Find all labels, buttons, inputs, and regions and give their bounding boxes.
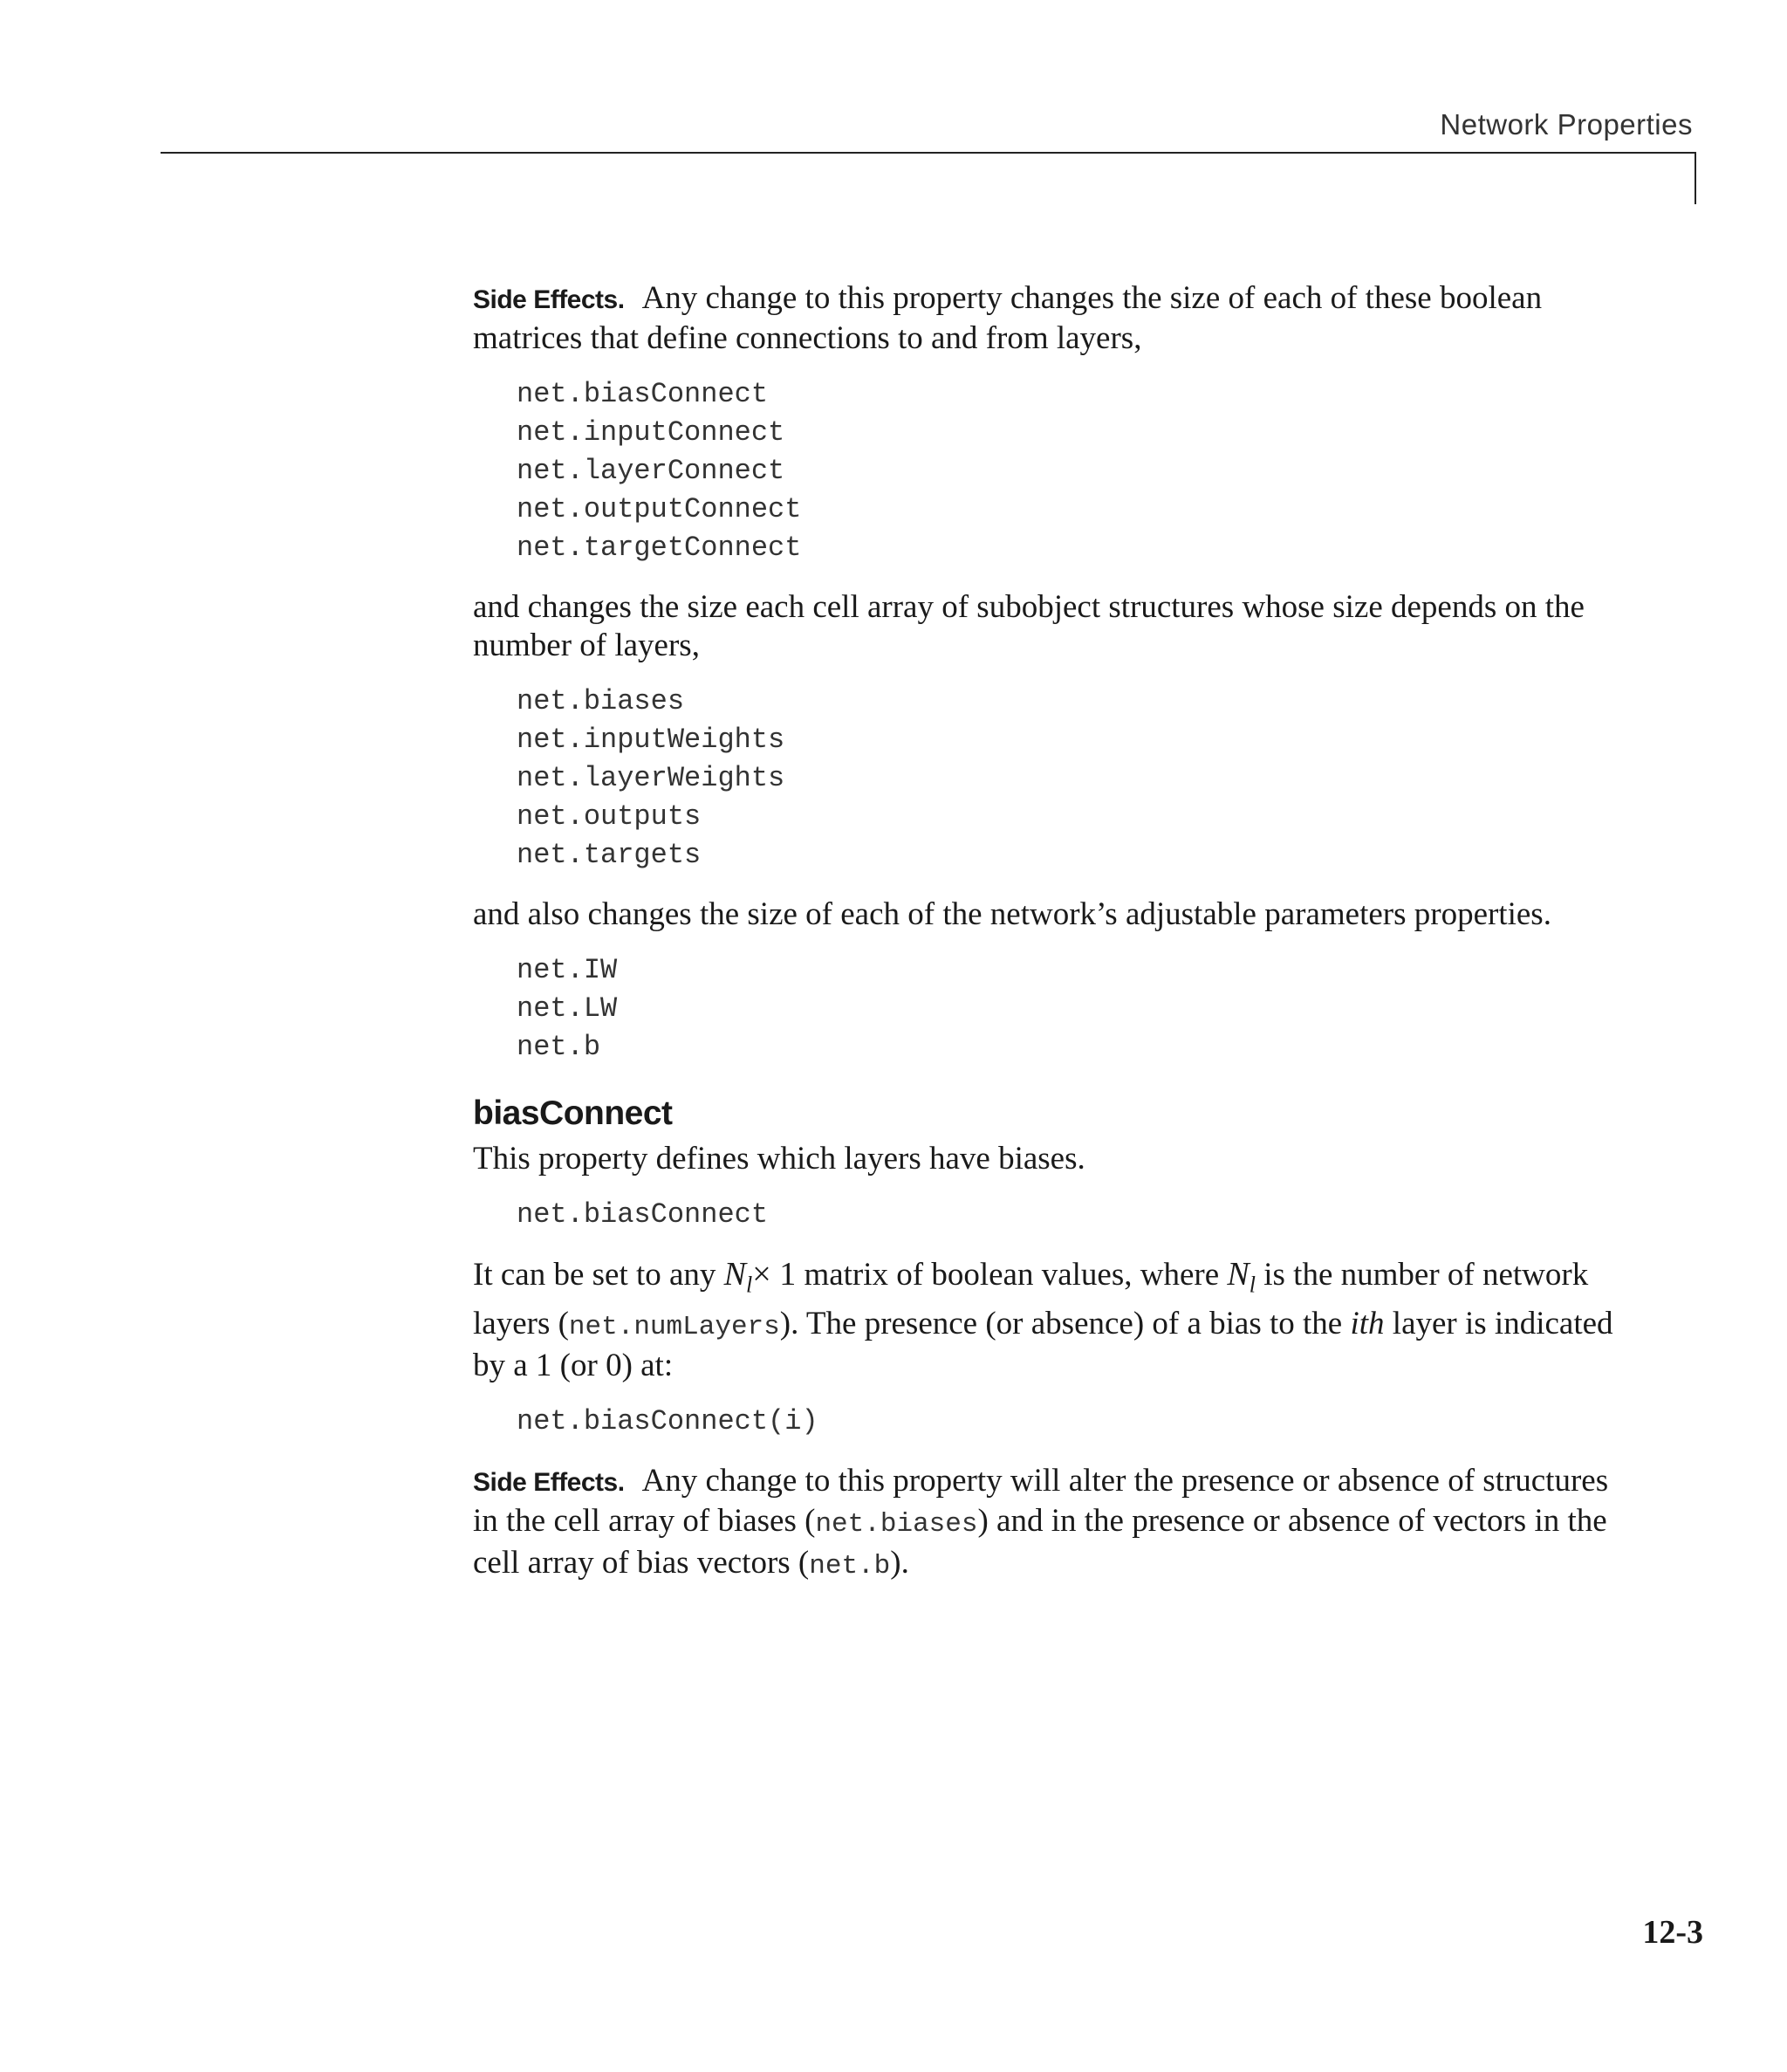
page-number: 12-3 [1642,1914,1703,1951]
inline-code: net.numLayers [568,1311,780,1342]
code-block-connections [517,375,1633,567]
code-line: net.biasConnect(i) [517,1404,818,1437]
code-line: net.IW [517,954,618,986]
code-block-biasconnect [517,1196,1633,1234]
header-rule-tick [1695,152,1696,204]
page-body [473,279,1633,1586]
biasconnect-intro: This property defines which layers have biases. [473,1141,1085,1177]
code-line: net.outputConnect [517,493,802,525]
code-line: net.biasConnect [517,1198,769,1231]
code-line: net.layerConnect [517,455,785,487]
biasconnect-description [473,1255,1633,1385]
biasconnect-side-effects [473,1462,1633,1586]
section-heading-biasconnect: biasConnect [473,1094,673,1132]
math-n-l-by-1 [723,1256,797,1298]
text-span: Any change to this property will alter the presence or absence of structures in the cell array of biases ( [473,1462,1609,1539]
code-line: net.LW [517,992,618,1025]
code-block-subobjects [517,683,1633,875]
math-symbol: N [723,1256,747,1293]
side-effects-text: Any change to this property changes the size of each of these boolean matrices that define connections to and from layers, [473,280,1543,356]
code-line: net.layerWeights [517,762,785,794]
math-subscript: l [1249,1272,1256,1298]
code-line: net.biasConnect [517,378,769,410]
code-line: net.b [517,1031,601,1063]
code-line: net.inputConnect [517,416,785,449]
text-span: ). [890,1544,909,1581]
code-block-parameters [517,951,1633,1067]
code-line: net.targets [517,839,702,871]
text-span: matrix of boolean values, where [796,1257,1228,1293]
inline-code: net.biases [815,1508,978,1540]
inline-code: net.b [809,1550,891,1581]
code-line: net.outputs [517,800,702,833]
text-span: ). The presence (or absence) of a bias to the [779,1305,1351,1341]
math-times: × 1 [752,1256,797,1293]
emphasis-ith: ith [1350,1305,1385,1341]
parameters-paragraph: and also changes the size of each of the network’s adjustable parameters properties. [473,896,1551,932]
code-block-biasconnect-index [517,1403,1633,1441]
header-rule [161,152,1696,154]
code-line: net.targetConnect [517,532,802,564]
side-effects-runin: Side Effects. [473,1467,625,1497]
side-effects-paragraph [473,279,1633,358]
side-effects-runin: Side Effects. [473,285,625,314]
code-line: net.inputWeights [517,724,785,756]
text-span: It can be set to any [473,1257,724,1293]
code-line: net.biases [517,685,685,717]
running-head-title: Network Properties [1440,108,1693,141]
text-span: ) and in the presence or absence of vectors in the cell array of bias vectors ( [473,1502,1607,1581]
text-span: is the number of network layers ( [473,1257,1589,1341]
math-subscript: l [746,1272,753,1298]
subobject-paragraph: and changes the size each cell array of subobject structures whose size depends on the number of layers, [473,589,1585,663]
math-symbol: N [1227,1256,1250,1293]
text-span: layer is indicated by a 1 (or 0) at: [473,1305,1613,1383]
math-n-l [1227,1256,1256,1298]
